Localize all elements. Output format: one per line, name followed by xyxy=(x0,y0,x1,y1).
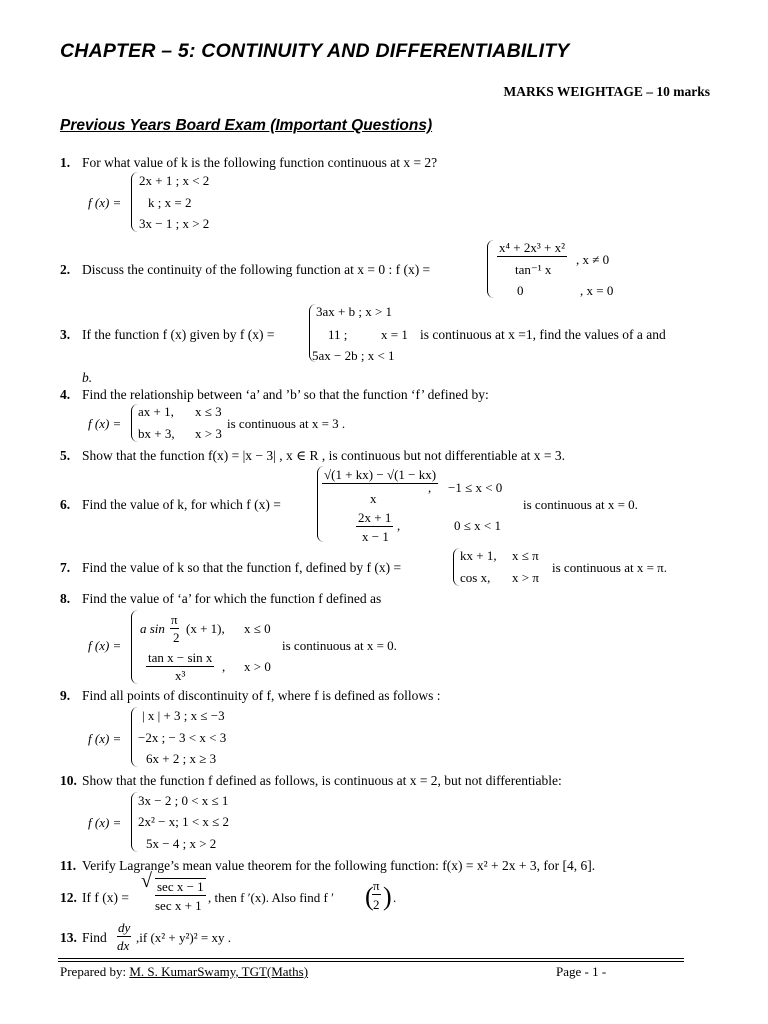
question-text: ,if (x² + y²)² = xy . xyxy=(136,930,231,945)
case-condition: x = 1 xyxy=(381,327,408,342)
footer-author: M. S. KumarSwamy, TGT(Maths) xyxy=(129,964,309,979)
question-number: 1. xyxy=(60,155,71,170)
case-condition: x ≤ 3 xyxy=(195,404,222,419)
question-number: 8. xyxy=(60,591,71,606)
question-number: 13. xyxy=(60,930,77,945)
brace xyxy=(131,792,138,852)
case-row: 6x + 2 ; x ≥ 3 xyxy=(146,751,217,766)
question-text: Show that the function f(x) = |x − 3| , x ∈ R , is continuous but not differentiable at x = 3. xyxy=(82,448,566,463)
question-number: 10. xyxy=(60,773,77,788)
case-row: 5ax − 2b ; x < 1 xyxy=(312,348,395,363)
case-row: 3x − 1 ; x > 2 xyxy=(139,216,210,231)
question-text: b. xyxy=(82,370,93,385)
question-tail: is continuous at x = 0. xyxy=(523,497,638,512)
question-text: Find the value of ‘a’ for which the function f defined as xyxy=(82,591,382,606)
question-text: is continuous at x =1, find the values of a and xyxy=(420,327,666,342)
case-row: 3x − 2 ; 0 < x ≤ 1 xyxy=(138,793,229,808)
case-denominator: 2 xyxy=(173,630,180,645)
question-number: 9. xyxy=(60,688,71,703)
question-number: 5. xyxy=(60,448,71,463)
question-text: Find the relationship between ‘a’ and ’b’ so that the function ‘f’ defined by: xyxy=(82,387,489,402)
case-numerator: 2x + 1 xyxy=(358,510,392,525)
case-row: ax + 1, xyxy=(138,404,174,419)
marks-weightage: MARKS WEIGHTAGE – 10 marks xyxy=(503,84,710,99)
case-condition: 0 ≤ x < 1 xyxy=(454,518,501,533)
case-sep: , xyxy=(222,659,226,674)
question-number: 11. xyxy=(60,858,77,873)
case-row: 2x² − x; 1 < x ≤ 2 xyxy=(138,814,230,829)
function-lhs: f (x) = xyxy=(88,638,122,653)
case-row: bx + 3, xyxy=(138,426,175,441)
question-number: 6. xyxy=(60,497,71,512)
case-condition: x > π xyxy=(512,570,539,585)
question-text: Find the value of k, for which f (x) = xyxy=(82,497,281,512)
case-denominator: x xyxy=(370,491,377,506)
case-sep: , xyxy=(428,480,432,495)
function-lhs: f (x) = xyxy=(88,815,122,830)
footer-rule xyxy=(58,961,684,962)
case-row: 3ax + b ; x > 1 xyxy=(316,304,393,319)
case-denominator: x − 1 xyxy=(362,529,389,544)
frac-num: π xyxy=(373,878,380,893)
case-condition: , x = 0 xyxy=(580,283,614,298)
case-denominator: tan⁻¹ x xyxy=(515,262,552,277)
case-condition: , x ≠ 0 xyxy=(576,252,610,267)
question-number: 2. xyxy=(60,262,71,277)
function-lhs: f (x) = xyxy=(88,416,122,431)
case-row: 2x + 1 ; x < 2 xyxy=(139,173,210,188)
question-tail: is continuous at x = π. xyxy=(552,560,668,575)
question-text: Find xyxy=(82,930,107,945)
function-lhs: f (x) = xyxy=(88,195,122,210)
question-number: 12. xyxy=(60,890,77,905)
case-row: k ; x = 2 xyxy=(148,195,192,210)
case-row: 5x − 4 ; x > 2 xyxy=(146,836,217,851)
frac-den: 2 xyxy=(373,897,380,912)
case-denominator: sec x + 1 xyxy=(155,898,202,913)
question-text: Find the value of k so that the function f, defined by f (x) = xyxy=(82,560,402,575)
question-tail: is continuous at x = 0. xyxy=(282,638,397,653)
brace xyxy=(453,548,460,586)
section-heading: Previous Years Board Exam (Important Questions) xyxy=(60,117,433,134)
frac-num: dy xyxy=(118,920,131,935)
case-condition: x ≤ π xyxy=(512,548,539,563)
brace xyxy=(131,610,138,684)
footer-prepared-label: Prepared by: xyxy=(60,964,127,979)
question-text: If the function f (x) given by f (x) = xyxy=(82,327,275,342)
case-condition: −1 ≤ x < 0 xyxy=(448,480,503,495)
brace xyxy=(131,172,138,232)
case-row: | x | + 3 ; x ≤ −3 xyxy=(142,708,225,723)
case-condition: x ≤ 0 xyxy=(244,621,271,636)
case-row: kx + 1, xyxy=(460,548,497,563)
case-row: cos x, xyxy=(460,570,491,585)
brace xyxy=(131,404,138,442)
function-lhs: f (x) = xyxy=(88,731,122,746)
question-text: Show that the function f defined as follows, is continuous at x = 2, but not differentiable: xyxy=(82,773,562,788)
case-row: −2x ; − 3 < x < 3 xyxy=(138,730,227,745)
brace xyxy=(487,240,494,298)
question-number: 7. xyxy=(60,560,71,575)
case-numerator: π xyxy=(171,612,178,627)
case-sep: , xyxy=(397,518,401,533)
question-tail: is continuous at x = 3 . xyxy=(227,416,346,431)
paren-open: ( xyxy=(365,882,374,911)
sqrt-sign: √ xyxy=(141,870,152,892)
case-row: 0 xyxy=(517,283,524,298)
question-text: Find all points of discontinuity of f, where f is defined as follows : xyxy=(82,688,441,703)
question-text: , then f ′(x). Also find f ′ xyxy=(208,890,334,905)
frac-den: dx xyxy=(117,938,130,953)
case-condition: x > 0 xyxy=(244,659,271,674)
case-numerator: sec x − 1 xyxy=(157,879,204,894)
footer-rule xyxy=(58,958,684,959)
brace xyxy=(131,707,138,767)
case-denominator: x³ xyxy=(175,668,186,683)
case-condition: x > 3 xyxy=(195,426,222,441)
period: . xyxy=(393,890,397,905)
case-row: (x + 1), xyxy=(186,621,225,636)
paren-close: ) xyxy=(383,882,392,911)
question-text: Verify Lagrange’s mean value theorem for the following function: f(x) = x² + 2x + 3, for [4, 6]. xyxy=(82,858,596,873)
case-numerator: tan x − sin x xyxy=(148,650,213,665)
page-title: CHAPTER – 5: CONTINUITY AND DIFFERENTIABILITY xyxy=(60,40,570,62)
question-number: 3. xyxy=(60,327,71,342)
page-number: Page - 1 - xyxy=(556,964,607,979)
case-row: a sin xyxy=(140,621,165,636)
question-text: Discuss the continuity of the following function at x = 0 : f (x) = xyxy=(82,262,431,277)
case-numerator: √(1 + kx) − √(1 − kx) xyxy=(324,467,437,482)
case-numerator: x⁴ + 2x³ + x² xyxy=(499,240,565,255)
case-row: 11 ; xyxy=(328,327,348,342)
question-text: If f (x) = xyxy=(82,890,129,905)
question-text: For what value of k is the following function continuous at x = 2? xyxy=(82,155,438,170)
footer-credit xyxy=(60,964,308,980)
question-number: 4. xyxy=(60,387,71,402)
